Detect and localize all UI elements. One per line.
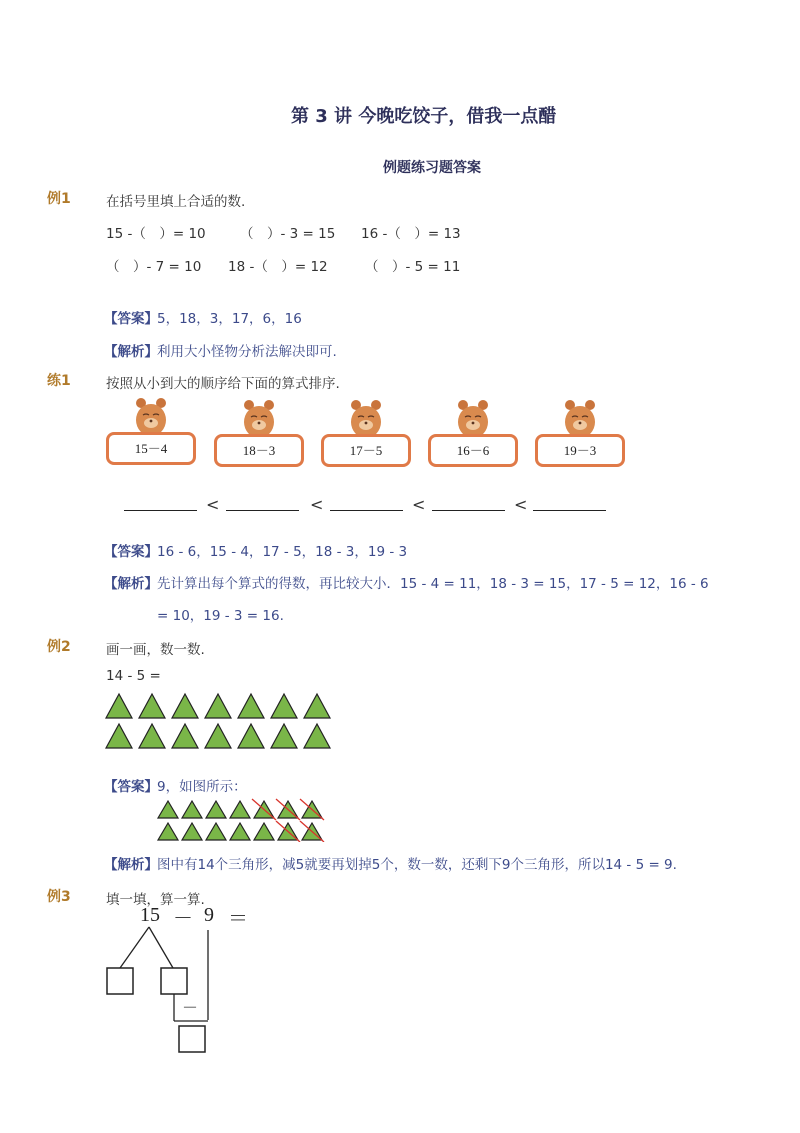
equation: 16 -（ ）= 13 — [361, 226, 461, 242]
answer-tag: 【答案】 — [104, 779, 158, 795]
equation: （ ）- 5 = 11 — [365, 259, 461, 275]
answer-triangle — [254, 823, 274, 840]
triangle — [139, 724, 165, 748]
triangle — [205, 694, 231, 718]
answer-triangle — [230, 823, 250, 840]
answer-tag: 【答案】 — [104, 311, 158, 327]
decomposition-diagram — [100, 925, 220, 1060]
minus-sign: － — [182, 1000, 199, 1017]
answer-blank — [330, 510, 403, 511]
answer-triangle-diagram — [156, 798, 326, 842]
triangle — [172, 724, 198, 748]
example-3-label: 例3 — [47, 889, 71, 905]
expression-card: 18－3 — [214, 434, 304, 467]
analysis-text-continued: = 10，19 - 3 = 16. — [157, 608, 284, 624]
less-than-sign: < — [310, 495, 324, 514]
triangle — [238, 694, 264, 718]
minus-sign: － — [173, 908, 193, 930]
practice-1-label: 练1 — [47, 373, 71, 389]
answer-triangle — [158, 823, 178, 840]
answer-blank — [432, 510, 505, 511]
triangle — [106, 694, 132, 718]
analysis-text: 图中有14个三角形，减5就要再划掉5个，数一数，还剩下9个三角形，所以14 - 5 = 9. — [157, 857, 677, 873]
answer-tag: 【答案】 — [104, 544, 158, 560]
triangle — [205, 724, 231, 748]
analysis-tag: 【解析】 — [104, 576, 158, 592]
example-1-question: 在括号里填上合适的数. — [106, 194, 246, 210]
equation: （ ）- 7 = 10 — [106, 259, 202, 275]
triangle — [304, 694, 330, 718]
equation: 15 -（ ）= 10 — [106, 226, 206, 242]
answer-text: 9，如图所示： — [157, 779, 247, 795]
page-title: 第 3 讲 今晚吃饺子，借我一点醋 — [291, 106, 557, 127]
answer-blank — [226, 510, 299, 511]
equation: 18 -（ ）= 12 — [228, 259, 328, 275]
expression-card: 19－3 — [535, 434, 625, 467]
bear-icon — [241, 398, 277, 438]
answer-triangle — [230, 801, 250, 818]
number-15: 15 — [140, 904, 160, 926]
page-subtitle: 例题练习题答案 — [383, 160, 481, 176]
less-than-sign: < — [412, 495, 426, 514]
answer-triangle — [182, 823, 202, 840]
analysis-text: 利用大小怪物分析法解决即可. — [157, 344, 337, 360]
triangle-diagram — [104, 692, 334, 750]
answer-triangle — [206, 823, 226, 840]
triangle — [304, 724, 330, 748]
bear-icon — [348, 398, 384, 438]
less-than-sign: < — [206, 495, 220, 514]
less-than-sign: < — [514, 495, 528, 514]
triangle — [106, 724, 132, 748]
equation: （ ）- 3 = 15 — [240, 226, 336, 242]
triangle — [172, 694, 198, 718]
triangle — [271, 694, 297, 718]
number-9: 9 — [204, 904, 214, 926]
practice-1-question: 按照从小到大的顺序给下面的算式排序. — [106, 376, 340, 392]
example-2-label: 例2 — [47, 639, 71, 655]
answer-blank — [533, 510, 606, 511]
equals-sign: ＝ — [228, 908, 248, 930]
bear-icon — [133, 396, 169, 436]
analysis-text: 先计算出每个算式的得数，再比较大小．15 - 4 = 11，18 - 3 = 15，17 - 5 = 12，16 - 6 — [157, 576, 709, 592]
answer-text: 16 - 6，15 - 4，17 - 5，18 - 3，19 - 3 — [157, 544, 408, 560]
example-2-question: 画一画，数一数. — [106, 642, 205, 658]
triangle — [139, 694, 165, 718]
expression: 14 - 5 = — [106, 668, 161, 684]
bear-icon — [455, 398, 491, 438]
answer-triangle — [206, 801, 226, 818]
triangle — [238, 724, 264, 748]
expression-card: 16－6 — [428, 434, 518, 467]
example-3-question: 填一填，算一算. — [106, 892, 205, 908]
triangle — [271, 724, 297, 748]
bear-icon — [562, 398, 598, 438]
example-1-label: 例1 — [47, 191, 71, 207]
answer-triangle — [158, 801, 178, 818]
expression-card: 15－4 — [106, 432, 196, 465]
analysis-tag: 【解析】 — [104, 344, 158, 360]
analysis-tag: 【解析】 — [104, 857, 158, 873]
answer-text: 5，18，3，17，6，16 — [157, 311, 302, 327]
expression-card: 17－5 — [321, 434, 411, 467]
answer-blank — [124, 510, 197, 511]
answer-triangle — [182, 801, 202, 818]
